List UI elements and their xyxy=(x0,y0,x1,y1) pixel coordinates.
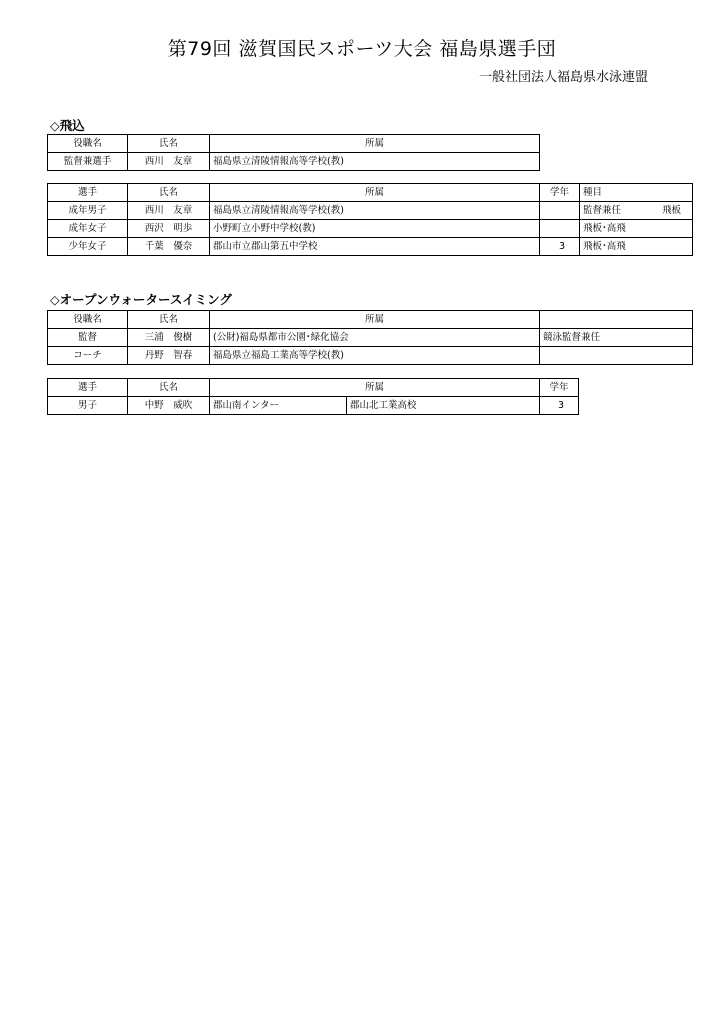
header-cell: 氏名 xyxy=(128,311,210,329)
header-cell: 所属 xyxy=(210,311,540,329)
role-cell: コーチ xyxy=(48,347,128,365)
table-header-row xyxy=(48,311,693,329)
name-cell: 丹野 智春 xyxy=(128,347,210,365)
club-cell: 郡山南インター xyxy=(210,397,347,415)
header-cell: 選手 xyxy=(48,184,128,202)
header-cell: 氏名 xyxy=(128,379,210,397)
affiliation-cell: (公財)福島県都市公園･緑化協会 xyxy=(210,329,540,347)
table-header-row xyxy=(48,379,579,397)
page-title: 第79回 滋賀国民スポーツ大会 福島県選手団 xyxy=(167,38,557,60)
note-cell xyxy=(540,347,693,365)
table-header-row xyxy=(48,184,693,202)
header-cell: 選手 xyxy=(48,379,128,397)
header-cell: 種目 xyxy=(580,184,693,202)
header-cell: 学年 xyxy=(540,379,579,397)
grade-cell xyxy=(540,220,580,238)
grade-cell: 3 xyxy=(540,238,580,256)
table-row xyxy=(48,329,693,347)
role-cell: 監督兼選手 xyxy=(48,153,128,171)
affiliation-cell: 小野町立小野中学校(教) xyxy=(210,220,540,238)
name-cell: 中野 威吹 xyxy=(128,397,210,415)
event-text-secondary: 飛板 xyxy=(661,205,681,216)
organization-name: 一般社団法人福島県水泳連盟 xyxy=(478,70,648,85)
table-row xyxy=(48,347,693,365)
table-row xyxy=(48,220,693,238)
note-cell: 競泳監督兼任 xyxy=(540,329,693,347)
header-cell: 役職名 xyxy=(48,135,128,153)
table-row xyxy=(48,397,579,415)
table-row xyxy=(48,153,540,171)
category-cell: 少年女子 xyxy=(48,238,128,256)
category-cell: 男子 xyxy=(48,397,128,415)
affiliation-cell: 福島県立福島工業高等学校(教) xyxy=(210,347,540,365)
table-header-row xyxy=(48,135,540,153)
grade-cell xyxy=(540,202,580,220)
table-row xyxy=(48,202,693,220)
name-cell: 千葉 優奈 xyxy=(128,238,210,256)
name-cell: 西川 友章 xyxy=(128,153,210,171)
name-cell: 西川 友章 xyxy=(128,202,210,220)
diving-staff-table xyxy=(47,134,540,171)
category-cell: 成年女子 xyxy=(48,220,128,238)
open-water-athlete-table xyxy=(47,378,579,415)
header-cell xyxy=(540,311,693,329)
affiliation-cell: 福島県立清陵情報高等学校(教) xyxy=(210,153,540,171)
event-cell xyxy=(580,202,693,220)
affiliation-cell: 福島県立清陵情報高等学校(教) xyxy=(210,202,540,220)
header-cell: 所属 xyxy=(210,379,540,397)
role-cell: 監督 xyxy=(48,329,128,347)
section-heading-diving: ◇飛込 xyxy=(50,118,85,133)
grade-cell: 3 xyxy=(540,397,579,415)
category-cell: 成年男子 xyxy=(48,202,128,220)
open-water-staff-table xyxy=(47,310,693,365)
table-row xyxy=(48,238,693,256)
event-text: 監督兼任 xyxy=(583,205,622,216)
name-cell: 西沢 明歩 xyxy=(128,220,210,238)
school-cell: 郡山北工業高校 xyxy=(347,397,540,415)
header-cell: 氏名 xyxy=(128,135,210,153)
section-heading-open-water: ◇オープンウォータースイミング xyxy=(50,292,232,307)
header-cell: 役職名 xyxy=(48,311,128,329)
diving-athlete-table xyxy=(47,183,693,256)
header-cell: 所属 xyxy=(210,135,540,153)
affiliation-cell: 郡山市立郡山第五中学校 xyxy=(210,238,540,256)
event-cell: 飛板･高飛 xyxy=(580,238,693,256)
header-cell: 学年 xyxy=(540,184,580,202)
name-cell: 三浦 俊樹 xyxy=(128,329,210,347)
event-cell: 飛板･高飛 xyxy=(580,220,693,238)
header-cell: 所属 xyxy=(210,184,540,202)
header-cell: 氏名 xyxy=(128,184,210,202)
